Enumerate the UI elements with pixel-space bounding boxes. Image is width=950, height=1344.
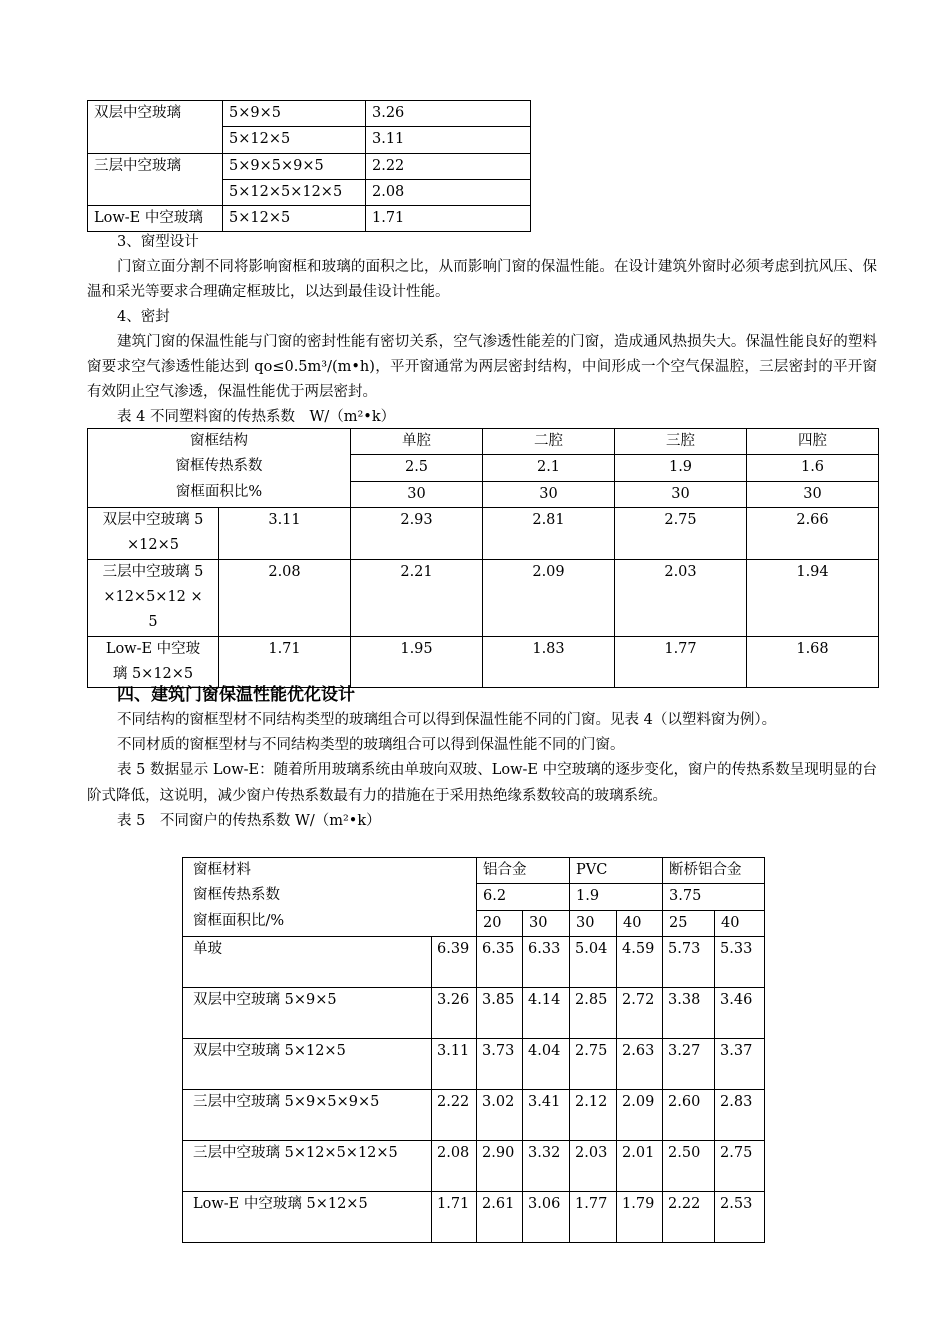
column-header: 单腔 [351, 429, 483, 455]
table-cell: 3.02 [477, 1089, 523, 1140]
table-row [183, 936, 765, 987]
paragraph: 表 5 数据显示 Low-E：随着所用玻璃系统由单玻向双玻、Low-E 中空玻璃的逐步变化，窗户的传热系数呈现明显的台阶式降低，这说明，减少窗户传热系数最有力的措施在于采用热绝缘系数较高的玻璃系统。 [87, 762, 877, 804]
table-cell: 20 [477, 910, 523, 936]
table-caption: 表 4 不同塑料窗的传热系数 W/（m²•k） [117, 409, 396, 425]
table-cell: 6.2 [477, 884, 570, 910]
table-row [88, 153, 531, 179]
row-label: 三层中空玻璃 5×9×5×9×5 [183, 1089, 432, 1140]
table-row [183, 1038, 765, 1089]
table-row [183, 1089, 765, 1140]
section-optimization [87, 683, 877, 834]
table-cell: 1.9 [615, 455, 747, 481]
table-cell: 2.08 [366, 179, 531, 205]
row-label: 双层中空玻璃 5×12×5 [183, 1038, 432, 1089]
table-cell: 2.08 [432, 1140, 477, 1191]
window-material-table [182, 857, 765, 1243]
table-cell: 2.08 [219, 559, 351, 636]
table-cell: 30 [523, 910, 570, 936]
material-header: 断桥铝合金 [663, 858, 765, 884]
table-row [183, 1191, 765, 1242]
table-cell: 1.77 [570, 1191, 617, 1242]
table-cell: 5.33 [715, 936, 765, 987]
table-cell: 3.85 [477, 987, 523, 1038]
table-cell: 1.77 [615, 636, 747, 688]
table-cell: 2.63 [617, 1038, 663, 1089]
table-cell: 5×9×5×9×5 [223, 153, 366, 179]
table-cell: 2.5 [351, 455, 483, 481]
column-header: 二腔 [483, 429, 615, 455]
table-row [88, 507, 879, 559]
table-cell: 5.04 [570, 936, 617, 987]
row-label: 双层中空玻璃 5×9×5 [183, 987, 432, 1038]
table-cell: 1.71 [219, 636, 351, 688]
table-cell: 3.26 [432, 987, 477, 1038]
table-cell: 3.26 [366, 101, 531, 127]
header-label: 窗框面积比% [175, 483, 263, 500]
paragraph: 不同结构的窗框型材不同结构类型的玻璃组合可以得到保温性能不同的门窗。见表 4（以塑料窗为例）。 [117, 712, 777, 728]
table-row [88, 636, 879, 688]
header-label: 窗框结构 [190, 433, 248, 449]
table-cell: 5×12×5×12×5 [223, 179, 366, 205]
table-cell: 2.75 [570, 1038, 617, 1089]
table-cell: 5×9×5 [223, 101, 366, 127]
table-cell: 1.94 [747, 559, 879, 636]
table-cell: 40 [617, 910, 663, 936]
table-cell: 6.33 [523, 936, 570, 987]
column-header: 三腔 [615, 429, 747, 455]
table-cell: 2.01 [617, 1140, 663, 1191]
header-label: 窗框传热系数 [193, 887, 280, 904]
row-label: 三层中空玻璃 5×12×5×12 ×5 [88, 559, 219, 636]
table-cell: 3.11 [366, 127, 531, 153]
table-cell: 3.11 [432, 1038, 477, 1089]
table-cell: 2.72 [617, 987, 663, 1038]
table-cell: 2.85 [570, 987, 617, 1038]
table-cell: 1.9 [570, 884, 663, 910]
table-cell: 5×12×5 [223, 206, 366, 232]
row-label: 三层中空玻璃 [88, 153, 223, 206]
material-header: PVC [570, 858, 663, 884]
header-row [88, 429, 879, 455]
row-label: 双层中空玻璃 [88, 101, 223, 154]
table-cell: 1.79 [617, 1191, 663, 1242]
table-cell: 3.06 [523, 1191, 570, 1242]
table-cell: 6.35 [477, 936, 523, 987]
table-row [88, 559, 879, 636]
header-row [183, 858, 765, 884]
column-header: 四腔 [747, 429, 879, 455]
table-cell: 4.04 [523, 1038, 570, 1089]
table-cell: 2.50 [663, 1140, 715, 1191]
table-cell: 6.39 [432, 936, 477, 987]
table-cell: 3.75 [663, 884, 765, 910]
section-title: 4、密封 [117, 309, 170, 325]
section-title: 3、窗型设计 [117, 234, 199, 250]
paragraph: 不同材质的窗框型材与不同结构类型的玻璃组合可以得到保温性能不同的门窗。 [117, 737, 625, 754]
paragraph: 门窗立面分割不同将影响窗框和玻璃的面积之比，从而影响门窗的保温性能。在设计建筑外窗时必须考虑到抗风压、保温和采光等要求合理确定框玻比，以达到最佳设计性能。 [87, 259, 877, 300]
table-cell: 2.22 [366, 153, 531, 179]
row-label: Low-E 中空玻璃 [88, 206, 223, 232]
table-cell: 2.22 [432, 1089, 477, 1140]
paragraph: 建筑门窗的保温性能与门窗的密封性能有密切关系，空气渗透性能差的门窗，造成通风热损失大。保温性能良好的塑料窗要求空气渗透性能达到 qo≤0.5m³/(m•h)，平开窗通常为两层密封结构，中间形成一个空气保温腔，三层密封的平开窗有效阴止空气渗透，保温性能优于两层密封。 [87, 334, 877, 400]
table-cell: 2.93 [351, 507, 483, 559]
table-cell: 4.14 [523, 987, 570, 1038]
table-cell: 2.81 [483, 507, 615, 559]
table-cell: 2.75 [615, 507, 747, 559]
header-labels [88, 429, 351, 508]
row-label: 三层中空玻璃 5×12×5×12×5 [183, 1140, 432, 1191]
table-cell: 1.6 [747, 455, 879, 481]
row-label: 单玻 [183, 936, 432, 987]
table-row [88, 206, 531, 232]
row-label: 双层中空玻璃 5×12×5 [88, 507, 219, 559]
table-cell: 2.1 [483, 455, 615, 481]
glass-table [87, 100, 531, 232]
table-cell: 30 [615, 481, 747, 507]
table-row [183, 1140, 765, 1191]
table-cell: 2.61 [477, 1191, 523, 1242]
table-cell: 3.11 [219, 507, 351, 559]
table-cell: 25 [663, 910, 715, 936]
table-cell: 2.03 [570, 1140, 617, 1191]
table-cell: 3.27 [663, 1038, 715, 1089]
table-cell: 1.71 [432, 1191, 477, 1242]
table-cell: 2.03 [615, 559, 747, 636]
table-cell: 1.71 [366, 206, 531, 232]
header-label: 窗框材料 [193, 862, 251, 878]
table-cell: 2.75 [715, 1140, 765, 1191]
table-cell: 3.38 [663, 987, 715, 1038]
table-cell: 1.95 [351, 636, 483, 688]
material-header: 铝合金 [477, 858, 570, 884]
table-cell: 2.12 [570, 1089, 617, 1140]
table-cell: 3.32 [523, 1140, 570, 1191]
table-row [88, 101, 531, 127]
header-label: 窗框面积比/% [193, 912, 285, 929]
section-heading: 四、建筑门窗保温性能优化设计 [117, 685, 355, 705]
table-cell: 2.09 [617, 1089, 663, 1140]
table-cell: 3.41 [523, 1089, 570, 1140]
table-caption: 表 5 不同窗户的传热系数 W/（m²•k） [117, 812, 381, 829]
table-cell: 5×12×5 [223, 127, 366, 153]
table-cell: 2.66 [747, 507, 879, 559]
table-cell: 2.22 [663, 1191, 715, 1242]
header-labels [183, 858, 477, 937]
header-label: 窗框传热系数 [175, 458, 263, 475]
table-cell: 2.53 [715, 1191, 765, 1242]
row-label: Low-E 中空玻璃 5×12×5 [183, 1191, 432, 1242]
table-cell: 2.90 [477, 1140, 523, 1191]
table-cell: 4.59 [617, 936, 663, 987]
table-row [183, 987, 765, 1038]
plastic-window-table [87, 428, 879, 688]
table-cell: 1.83 [483, 636, 615, 688]
table-cell: 30 [747, 481, 879, 507]
table-cell: 1.68 [747, 636, 879, 688]
table-cell: 2.60 [663, 1089, 715, 1140]
table-cell: 2.21 [351, 559, 483, 636]
section-3-4 [87, 230, 877, 430]
table-cell: 2.83 [715, 1089, 765, 1140]
table-cell: 30 [483, 481, 615, 507]
table-cell: 30 [570, 910, 617, 936]
table-cell: 40 [715, 910, 765, 936]
table-cell: 5.73 [663, 936, 715, 987]
table-cell: 3.46 [715, 987, 765, 1038]
table-cell: 2.09 [483, 559, 615, 636]
table-cell: 3.73 [477, 1038, 523, 1089]
row-label: Low-E 中空玻璃 5×12×5 [88, 636, 219, 688]
table-cell: 3.37 [715, 1038, 765, 1089]
table-cell: 30 [351, 481, 483, 507]
